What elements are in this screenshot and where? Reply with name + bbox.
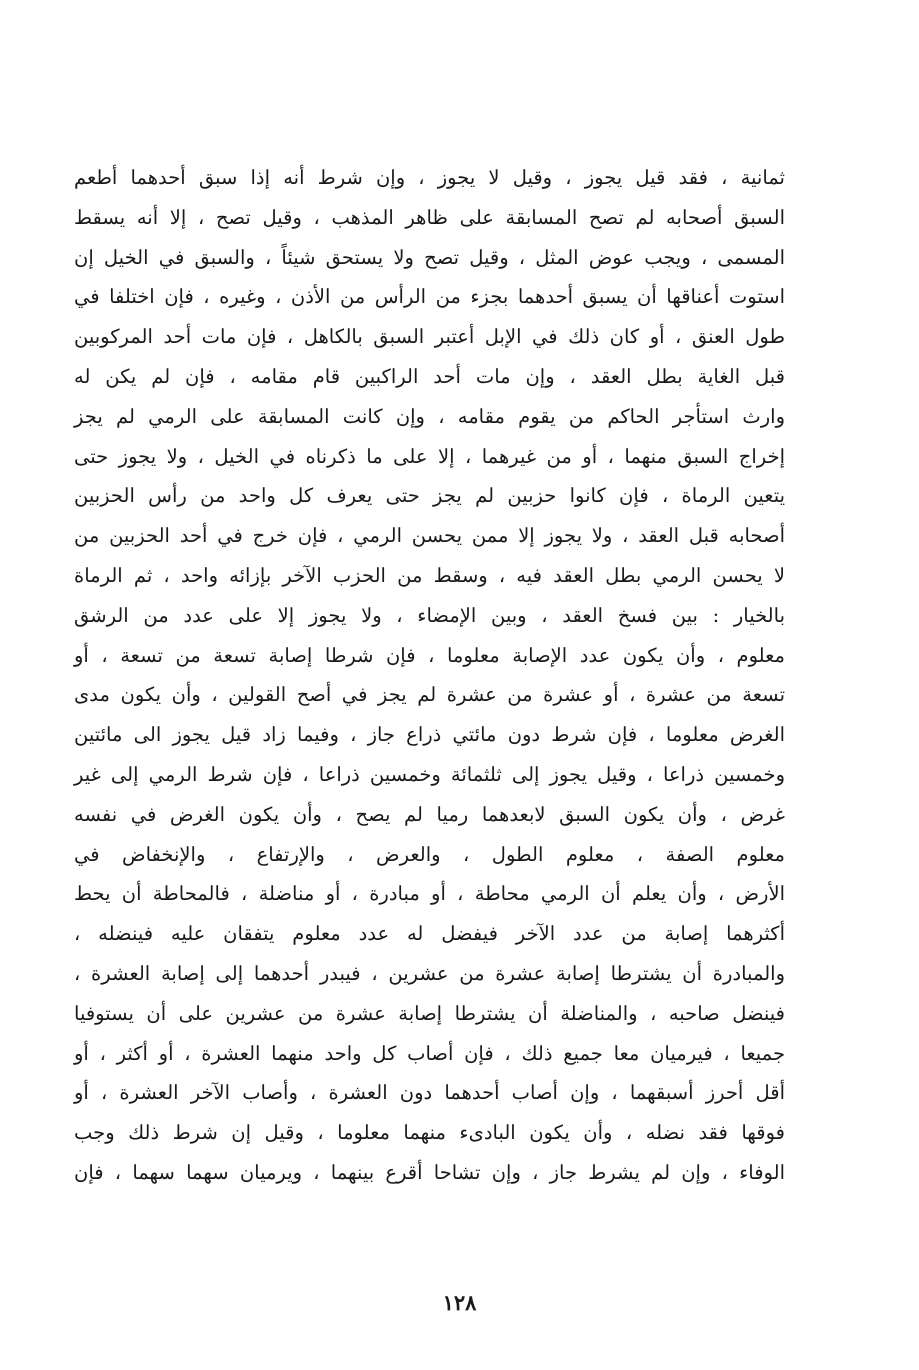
text-line: فوقها فقد نضله ، وأن يكون البادىء منهما معلوما ، وقيل إن شرط ذلك وجب <box>74 1121 785 1145</box>
text-line: معلوم الصفة ، معلوم الطول ، والعرض ، والإرتفاع ، والإنخفاض في <box>74 842 785 866</box>
text-line: بالخيار : بين فسخ العقد ، وبين الإمضاء ، ولا يجوز إلا على عدد من الرشق <box>74 603 785 627</box>
text-line: جميعا ، فيرميان معا جميع ذلك ، فإن أصاب كل واحد منهما العشرة ، أو أكثر ، أو <box>74 1041 785 1065</box>
text-line: الغرض معلوما ، فإن شرط دون مائتي ذراع جاز ، وفيما زاد قيل يجوز الى مائتين <box>74 723 785 747</box>
text-line: أكثرهما إصابة من عدد الآخر فيفضل له عدد معلوم يتفقان عليه فينضله ، <box>74 922 785 946</box>
text-line: معلوم ، وأن يكون عدد الإصابة معلوما ، فإن شرطا إصابة تسعة من تسعة ، أو <box>74 643 785 667</box>
text-line: تسعة من عشرة ، أو عشرة من عشرة لم يجز في أصح القولين ، وأن يكون مدى <box>74 683 785 707</box>
text-line: يتعين الرماة ، فإن كانوا حزبين لم يجز حتى يعرف كل واحد من رأس الحزبين <box>74 484 785 508</box>
text-line: طول العنق ، أو كان ذلك في الإبل أعتبر السبق بالكاهل ، فإن مات أحد المركوبين <box>74 325 785 349</box>
text-line: الأرض ، وأن يعلم أن الرمي محاطة ، أو مبادرة ، أو مناضلة ، فالمحاطة أن يحط <box>74 882 785 906</box>
text-line: قبل الغاية بطل العقد ، وإن مات أحد الراكبين قام مقامه ، فإن لم يكن له <box>74 364 785 388</box>
text-line: وارث استأجر الحاكم من يقوم مقامه ، وإن كانت المسابقة على الرمي لم يجز <box>74 404 785 428</box>
text-line: أصحابه قبل العقد ، ولا يجوز إلا ممن يحسن الرمي ، فإن خرج في أحد الحزبين من <box>74 524 785 548</box>
text-line: المسمى ، ويجب عوض المثل ، وقيل تصح ولا يستحق شيئاً ، والسبق في الخيل إن <box>74 245 785 269</box>
text-line: السبق أصحابه لم تصح المسابقة على ظاهر المذهب ، وقيل تصح ، إلا أنه يسقط <box>74 205 785 229</box>
text-line: إخراج السبق منهما ، أو من غيرهما ، إلا على ما ذكرناه في الخيل ، ولا يجوز حتى <box>74 444 785 468</box>
text-line: ثمانية ، فقد قيل يجوز ، وقيل لا يجوز ، وإن شرط أنه إذا سبق أحدهما أطعم <box>74 166 785 189</box>
text-line: والمبادرة أن يشترطا إصابة عشرة من عشرين ، فيبدر أحدهما إلى إصابة العشرة ، <box>74 961 785 985</box>
body-text <box>74 158 785 1193</box>
text-line: أقل أحرز أسبقهما ، وإن أصاب أحدهما دون العشرة ، وأصاب الآخر العشرة ، أو <box>74 1081 785 1105</box>
text-line: غرض ، وأن يكون السبق لابعدهما رميا لم يصح ، وأن يكون الغرض في نفسه <box>74 802 785 826</box>
page-number: ١٢٨ <box>442 1290 477 1315</box>
text-line: استوت أعناقها أن يسبق أحدهما بجزء من الرأس من الأذن ، وغيره ، فإن اختلفا في <box>74 285 785 309</box>
text-line: فينضل صاحبه ، والمناضلة أن يشترطا إصابة عشرة من عشرين على أن يستوفيا <box>74 1001 785 1025</box>
text-line: الوفاء ، وإن لم يشرط جاز ، وإن تشاحا أقرع بينهما ، ويرميان سهما سهما ، فإن <box>74 1160 785 1184</box>
text-line: وخمسين ذراعا ، وقيل يجوز إلى ثلثمائة وخمسين ذراعا ، فإن شرط الرمي إلى غير <box>74 762 785 786</box>
text-line: لا يحسن الرمي بطل العقد فيه ، وسقط من الحزب الآخر بإزائه واحد ، ثم الرماة <box>74 563 785 587</box>
